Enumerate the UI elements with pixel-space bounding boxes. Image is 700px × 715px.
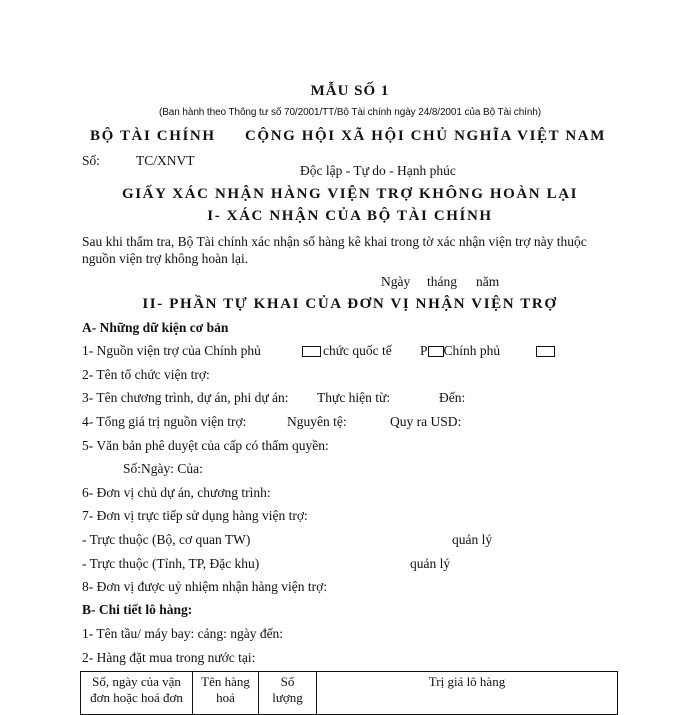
extra-checkbox-icon[interactable] <box>536 346 555 357</box>
partB-title: B- Chi tiết lô hàng: <box>82 602 193 617</box>
section2-title: II- PHẦN TỰ KHAI CỦA ĐƠN VỊ NHẬN VIỆN TRỢ <box>142 296 558 312</box>
table-header-row <box>81 672 618 715</box>
option-intl-org-label: chức quốc tế <box>323 343 392 358</box>
item4-usd-label: Quy ra USD: <box>390 414 462 429</box>
checkbox-icon[interactable] <box>428 346 444 357</box>
issued-note: (Ban hành theo Thông tư số 70/2001/TT/Bộ Tài chính ngày 24/8/2001 của Bộ Tài chính) <box>159 107 541 118</box>
item1-option-intl-org[interactable] <box>302 343 392 359</box>
table-header-cell <box>193 672 259 715</box>
table-header-cell <box>259 672 317 715</box>
item7-label: 7- Đơn vị trực tiếp sử dụng hàng viện trợ: <box>82 508 308 523</box>
goods-table <box>80 671 618 715</box>
item4-currency-label: Nguyên tệ: <box>287 414 347 429</box>
col3-line2: lượng <box>272 690 303 705</box>
item6-label: 6- Đơn vị chủ dự án, chương trình: <box>82 485 271 500</box>
document-title: GIẤY XÁC NHẬN HÀNG VIỆN TRỢ KHÔNG HOÀN LẠI <box>121 186 579 202</box>
sub1-right: quản lý <box>452 532 493 547</box>
col2-line1: Tên hàng <box>201 674 250 689</box>
section1-body-line2: nguồn viện trợ không hoàn lại. <box>82 251 249 266</box>
table-header-cell <box>81 672 193 715</box>
sub1-label: - Trực thuộc (Bộ, cơ quan TW) <box>82 532 251 547</box>
republic-name: CỘNG HỘI XÃ HỘI CHỦ NGHĨA VIỆT NAM <box>245 128 606 144</box>
form-number: MẪU SỐ 1 <box>310 83 390 99</box>
item5-detail: Số:Ngày: Của: <box>123 461 203 476</box>
date-month-label: tháng <box>427 274 457 289</box>
item1-label: 1- Nguồn viện trợ của Chính phủ <box>82 343 261 358</box>
doc-number-code: TC/XNVT <box>136 153 195 168</box>
col2-line2: hoá <box>216 690 235 705</box>
item2-label: 2- Tên tổ chức viện trợ: <box>82 367 210 382</box>
col3-line1: Số <box>280 674 295 689</box>
partA-title: A- Những dữ kiện cơ bản <box>82 320 229 335</box>
item4-label: 4- Tổng giá trị nguồn viện trợ: <box>82 414 247 429</box>
b2-label: 2- Hàng đặt mua trong nước tại: <box>82 650 256 665</box>
col1-line2: đơn hoặc hoá đơn <box>90 690 183 705</box>
checkbox-icon[interactable] <box>302 346 321 357</box>
item1-option-gov[interactable] <box>420 343 500 359</box>
option-gov-label: Chính phủ <box>443 343 501 358</box>
ministry-name: BỘ TÀI CHÍNH <box>90 128 216 144</box>
date-day-label: Ngày <box>381 274 411 289</box>
motto: Độc lập - Tự do - Hạnh phúc <box>300 163 456 178</box>
item3-label: 3- Tên chương trình, dự án, phi dự án: <box>82 390 289 405</box>
date-year-label: năm <box>476 274 500 289</box>
sub2-right: quản lý <box>410 556 451 571</box>
item5-label: 5- Văn bản phê duyệt của cấp có thẩm quyền: <box>82 438 329 453</box>
item8-label: 8- Đơn vị được uỷ nhiệm nhận hàng viện trợ: <box>82 579 328 594</box>
item3-from-label: Thực hiện từ: <box>317 390 391 405</box>
item3-to-label: Đến: <box>439 390 466 405</box>
section1-body-line1: Sau khi thẩm tra, Bộ Tài chính xác nhận số hàng kê khai trong tờ xác nhận viện trợ này thuộc <box>82 234 587 249</box>
col4-label: Trị giá lô hàng <box>428 674 506 689</box>
section1-title: I- XÁC NHẬN CỦA BỘ TÀI CHÍNH <box>207 208 493 224</box>
col1-line1: Số, ngày của vận <box>92 674 181 689</box>
option-gov-prefix: P <box>420 343 428 358</box>
doc-number-label: Số: <box>82 153 101 168</box>
sub2-label: - Trực thuộc (Tỉnh, TP, Đặc khu) <box>82 556 260 571</box>
table-header-cell <box>317 672 618 715</box>
b1-label: 1- Tên tầu/ máy bay: cảng: ngày đến: <box>82 626 284 641</box>
